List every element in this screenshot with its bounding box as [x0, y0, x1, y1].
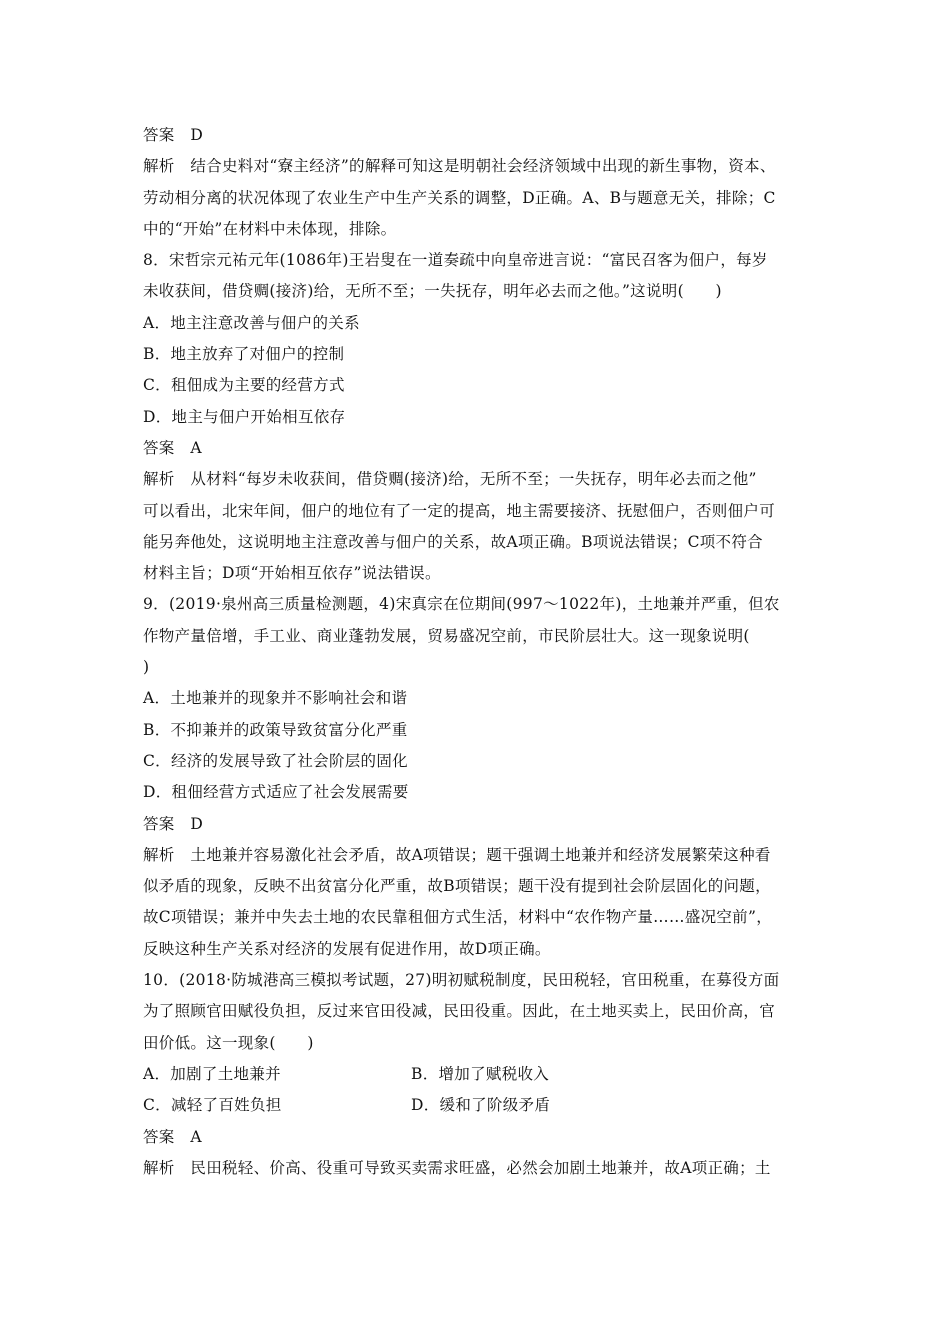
text-line: 解析 民田税轻、价高、役重可导致买卖需求旺盛，必然会加剧土地兼并，故A项正确；土	[143, 1158, 771, 1177]
text-line: 答案 D	[143, 814, 204, 833]
block-q9	[143, 589, 823, 683]
block-q10	[143, 965, 823, 1059]
text-line: 解析 结合史料对“寮主经济”的解释可知这是明朝社会经济领域中出现的新生事物，资本、	[143, 157, 776, 176]
text-line: 解析 从材料“每岁未收获间，借贷赒(接济)给，无所不至；一失抚存，明年必去而之他”	[143, 470, 757, 489]
text-line: 未收获间，借贷赒(接济)给，无所不至；一失抚存，明年必去而之他。”这说明( )	[143, 282, 722, 301]
text-line: C．经济的发展导致了社会阶层的固化	[143, 751, 408, 770]
block-q8d	[143, 402, 823, 433]
block-exp8	[143, 464, 823, 589]
q10-options-row-1	[143, 1059, 823, 1090]
q10-options-row-2	[143, 1090, 823, 1121]
document-body	[143, 120, 823, 1059]
text-line: 反映这种生产关系对经济的发展有促进作用，故D项正确。	[143, 939, 551, 958]
text-line: 答案 A	[143, 438, 202, 457]
text-line: 材料主旨；D项“开始相互依存”说法错误。	[143, 564, 441, 583]
q10-option-c: C．减轻了百姓负担	[143, 1096, 282, 1115]
text-line: 10．(2018·防城港高三模拟考试题，27)明初赋税制度，民田税轻，官田税重，在募役方面	[143, 971, 780, 990]
block-q9c	[143, 746, 823, 777]
block-exp9	[143, 840, 823, 965]
text-line: D．地主与佃户开始相互依存	[143, 407, 346, 426]
block-exp7	[143, 151, 823, 245]
text-line: 解析 土地兼并容易激化社会矛盾，故A项错误；题干强调土地兼并和经济发展繁荣这种看	[143, 845, 771, 864]
block-exp10	[143, 1153, 823, 1184]
document-tail	[143, 1122, 823, 1185]
text-line: 田价低。这一现象( )	[143, 1033, 314, 1052]
text-line: 作物产量倍增，手工业、商业蓬勃发展，贸易盛况空前，市民阶层壮大。这一现象说明(	[143, 626, 750, 645]
text-line: 9．(2019·泉州高三质量检测题，4)宋真宗在位期间(997～1022年)，土地兼并严重，但农	[143, 595, 780, 614]
text-line: 似矛盾的现象，反映不出贫富分化严重，故B项错误；题干没有提到社会阶层固化的问题，	[143, 877, 771, 896]
text-line: C．租佃成为主要的经营方式	[143, 376, 345, 395]
document-page	[143, 120, 823, 1184]
block-ans8	[143, 433, 823, 464]
text-line: 故C项错误；兼并中失去土地的农民靠租佃方式生活，材料中“农作物产量……盛况空前”，	[143, 908, 773, 927]
q10-option-b: B．增加了赋税收入	[411, 1064, 550, 1083]
text-line: 为了照顾官田赋役负担，反过来官田役减，民田役重。因此，在土地买卖上，民田价高，官	[143, 1002, 776, 1021]
block-q8a	[143, 308, 823, 339]
text-line: 能另奔他处，这说明地主注意改善与佃户的关系，故A项正确。B项说法错误；C项不符合	[143, 532, 763, 551]
block-q8	[143, 245, 823, 308]
q10-option-a: A．加剧了土地兼并	[143, 1064, 281, 1083]
block-q9b	[143, 715, 823, 746]
text-line: 答案 D	[143, 126, 204, 144]
block-ans9	[143, 809, 823, 840]
block-q8c	[143, 370, 823, 401]
text-line: 可以看出，北宋年间，佃户的地位有了一定的提高，地主需要接济、抚慰佃户，否则佃户可	[143, 501, 776, 520]
text-line: D．租佃经营方式适应了社会发展需要	[143, 783, 409, 802]
text-line: )	[143, 658, 150, 677]
q10-option-d: D．缓和了阶级矛盾	[411, 1096, 551, 1115]
text-line: 答案 A	[143, 1127, 202, 1146]
text-line: B．不抑兼并的政策导致贫富分化严重	[143, 720, 408, 739]
block-q9a	[143, 683, 823, 714]
text-line: A．土地兼并的现象并不影响社会和谐	[143, 689, 408, 708]
text-line: B．地主放弃了对佃户的控制	[143, 345, 345, 364]
block-ans7	[143, 120, 823, 151]
text-line: 劳动相分离的状况体现了农业生产中生产关系的调整，D正确。A、B与题意无关，排除；C	[143, 188, 776, 207]
block-q9d	[143, 777, 823, 808]
text-line: 8．宋哲宗元祐元年(1086年)王岩叟在一道奏疏中向皇帝进言说：“富民召客为佃户，每岁	[143, 251, 768, 270]
block-ans10	[143, 1122, 823, 1153]
block-q8b	[143, 339, 823, 370]
text-line: A．地主注意改善与佃户的关系	[143, 313, 360, 332]
text-line: 中的“开始”在材料中未体现，排除。	[143, 219, 397, 238]
